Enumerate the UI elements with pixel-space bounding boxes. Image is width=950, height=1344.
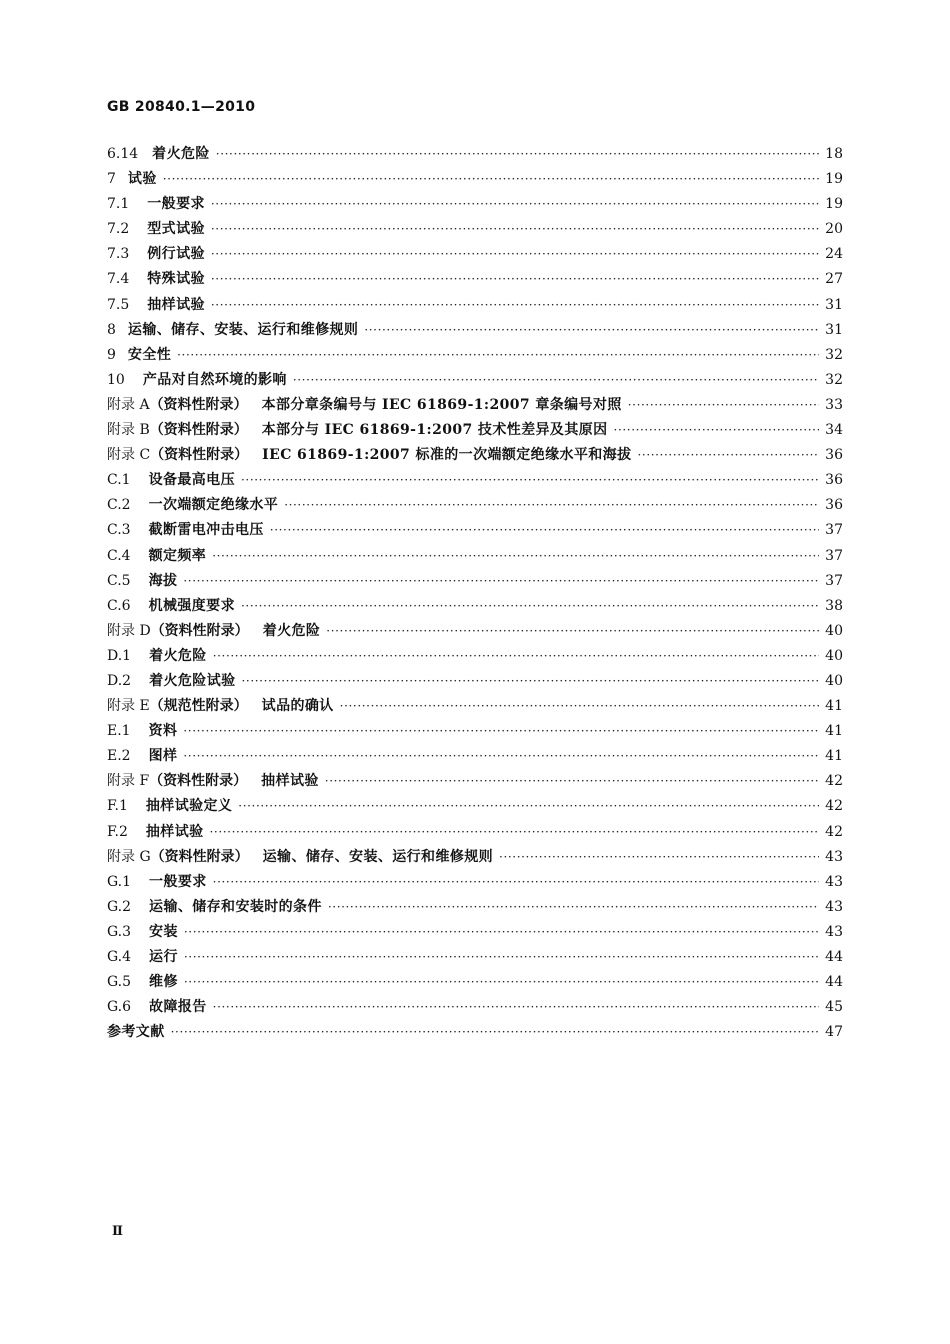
toc-entry-number: 附录 B bbox=[107, 422, 150, 439]
toc-entry-page: 43 bbox=[825, 923, 843, 940]
toc-entry[interactable] bbox=[107, 493, 843, 518]
toc-entry-title: 资料 bbox=[148, 723, 178, 740]
toc-entry-title: 试品的确认 bbox=[261, 698, 334, 715]
toc-entry-page: 31 bbox=[825, 296, 843, 313]
toc-entry-number: 9 bbox=[107, 346, 116, 363]
toc-entry-number: G.3 bbox=[107, 923, 132, 940]
toc-entry-number: D.1 bbox=[107, 647, 132, 664]
toc-entry-number: C.5 bbox=[107, 572, 131, 589]
toc-entry[interactable] bbox=[107, 895, 843, 920]
toc-entry[interactable] bbox=[107, 769, 843, 794]
toc-entry-number: 7 bbox=[107, 171, 116, 188]
toc-entry-page: 43 bbox=[825, 848, 843, 865]
toc-dot-leader bbox=[211, 192, 819, 217]
toc-entry[interactable] bbox=[107, 393, 843, 418]
toc-entry-page: 27 bbox=[825, 271, 843, 288]
toc-entry[interactable] bbox=[107, 569, 843, 594]
toc-entry-page: 18 bbox=[825, 146, 843, 162]
toc-dot-leader bbox=[364, 318, 819, 343]
toc-dot-leader bbox=[499, 845, 819, 870]
toc-entry-page: 40 bbox=[825, 622, 843, 639]
toc-dot-leader bbox=[184, 920, 819, 945]
toc-entry[interactable] bbox=[107, 1020, 843, 1045]
toc-entry-page: 34 bbox=[825, 422, 843, 439]
toc-entry-title: 设备最高电压 bbox=[148, 472, 235, 489]
toc-dot-leader bbox=[213, 644, 819, 669]
toc-entry-title: 特殊试验 bbox=[147, 271, 205, 288]
toc-entry-page: 42 bbox=[825, 823, 843, 840]
toc-entry-title: 抽样试验定义 bbox=[145, 798, 233, 815]
toc-entry-page: 19 bbox=[825, 171, 843, 188]
toc-annex-type: （规范性附录） bbox=[149, 698, 248, 715]
toc-dot-leader bbox=[163, 167, 819, 192]
toc-entry-page: 31 bbox=[825, 321, 843, 338]
toc-entry-number: 6.14 bbox=[107, 146, 139, 162]
toc-entry-title: 一次端额定绝缘水平 bbox=[148, 497, 279, 514]
toc-entry-number: 附录 E bbox=[107, 698, 150, 715]
toc-entry-title: 试验 bbox=[127, 171, 157, 188]
toc-entry-number: F.2 bbox=[107, 823, 128, 840]
toc-entry[interactable] bbox=[107, 418, 843, 443]
toc-entry-page: 42 bbox=[825, 773, 843, 790]
toc-entry-title: 着火危险 bbox=[152, 146, 210, 162]
toc-entry[interactable] bbox=[107, 518, 843, 543]
toc-dot-leader bbox=[241, 468, 819, 493]
toc-entry-title: IEC 61869-1:2007 标准的一次端额定绝缘水平和海拔 bbox=[262, 447, 632, 464]
toc-entry-title: 机械强度要求 bbox=[148, 597, 235, 614]
toc-dot-leader bbox=[183, 569, 819, 594]
toc-entry-page: 41 bbox=[825, 723, 843, 740]
toc-dot-leader bbox=[216, 142, 819, 167]
toc-entry-number: C.6 bbox=[107, 597, 131, 614]
toc-dot-leader bbox=[177, 343, 819, 368]
toc-entry[interactable] bbox=[107, 167, 843, 192]
toc-dot-leader bbox=[326, 619, 819, 644]
toc-dot-leader bbox=[284, 493, 819, 518]
toc-entry-number: C.1 bbox=[107, 472, 131, 489]
toc-entry[interactable] bbox=[107, 619, 843, 644]
toc-entry-page: 43 bbox=[825, 873, 843, 890]
toc-dot-leader bbox=[614, 418, 819, 443]
toc-entry-number: 附录 A bbox=[107, 396, 150, 413]
toc-annex-type: （资料性附录） bbox=[149, 396, 248, 413]
toc-entry-title: 抽样试验 bbox=[261, 773, 319, 790]
toc-entry-number: 7.4 bbox=[107, 271, 130, 288]
toc-entry-number: G.1 bbox=[107, 873, 132, 890]
toc-entry[interactable] bbox=[107, 368, 843, 393]
toc-entry-title: 维修 bbox=[149, 974, 178, 991]
toc-entry[interactable] bbox=[107, 744, 843, 769]
toc-entry-page: 45 bbox=[825, 999, 843, 1016]
toc-dot-leader bbox=[270, 518, 819, 543]
toc-entry-page: 19 bbox=[825, 196, 843, 213]
toc-entry-title: 一般要求 bbox=[147, 196, 205, 213]
toc-entry[interactable] bbox=[107, 217, 843, 242]
toc-dot-leader bbox=[211, 217, 819, 242]
toc-dot-leader bbox=[328, 895, 819, 920]
toc-entry-number: 8 bbox=[107, 321, 116, 338]
toc-entry-title: 参考文献 bbox=[107, 1024, 165, 1041]
toc-dot-leader bbox=[637, 443, 819, 468]
toc-entry[interactable] bbox=[107, 318, 843, 343]
toc-entry[interactable] bbox=[107, 945, 843, 970]
toc-dot-leader bbox=[242, 669, 820, 694]
toc-entry-title: 运输、储存和安装时的条件 bbox=[149, 898, 322, 915]
toc-annex-type: （资料性附录） bbox=[150, 622, 249, 639]
toc-entry[interactable] bbox=[107, 995, 843, 1020]
document-header-code: GB 20840.1—2010 bbox=[107, 99, 256, 115]
toc-dot-leader bbox=[325, 769, 819, 794]
toc-entry-page: 33 bbox=[825, 396, 843, 413]
toc-entry-page: 41 bbox=[825, 748, 843, 765]
toc-entry-number: 附录 D bbox=[107, 622, 151, 639]
toc-entry-title: 运输、储存、安装、运行和维修规则 bbox=[262, 848, 494, 865]
toc-entry[interactable] bbox=[107, 242, 843, 267]
toc-entry-page: 42 bbox=[825, 798, 843, 815]
page-number-footer: Ⅱ bbox=[112, 1224, 123, 1239]
toc-entry[interactable] bbox=[107, 267, 843, 292]
toc-entry-title: 图样 bbox=[148, 748, 178, 765]
toc-entry-title: 海拔 bbox=[148, 572, 178, 589]
toc-entry-title: 运行 bbox=[149, 949, 178, 965]
toc-entry-title: 本部分与 IEC 61869-1:2007 技术性差异及其原因 bbox=[261, 422, 608, 439]
toc-entry-page: 32 bbox=[825, 346, 843, 363]
toc-entry-number: F.1 bbox=[107, 798, 128, 815]
toc-entry[interactable] bbox=[107, 468, 843, 493]
toc-entry-page: 44 bbox=[825, 949, 843, 965]
toc-entry-number: 10 bbox=[107, 371, 125, 388]
toc-entry-title: 着火危险 bbox=[262, 622, 321, 639]
toc-entry[interactable] bbox=[107, 293, 843, 318]
toc-dot-leader bbox=[184, 970, 819, 995]
toc-dot-leader bbox=[183, 719, 819, 744]
toc-entry-page: 40 bbox=[825, 672, 843, 689]
toc-entry-page: 40 bbox=[825, 647, 843, 664]
toc-entry-number: D.2 bbox=[107, 672, 132, 689]
toc-entry[interactable] bbox=[107, 669, 843, 694]
toc-entry-number: E.2 bbox=[107, 748, 131, 765]
toc-entry-page: 37 bbox=[825, 522, 843, 539]
toc-entry-number: E.1 bbox=[107, 723, 131, 740]
toc-entry-number: 7.2 bbox=[107, 221, 130, 238]
toc-dot-leader bbox=[212, 544, 819, 569]
table-of-contents bbox=[107, 142, 843, 1045]
toc-entry-title: 例行试验 bbox=[147, 246, 205, 263]
toc-entry[interactable] bbox=[107, 644, 843, 669]
toc-entry-number: 7.3 bbox=[107, 246, 130, 263]
toc-entry[interactable] bbox=[107, 870, 843, 895]
toc-entry-page: 47 bbox=[825, 1024, 843, 1041]
toc-entry-title: 一般要求 bbox=[149, 873, 207, 890]
toc-entry-page: 43 bbox=[825, 898, 843, 915]
toc-dot-leader bbox=[213, 995, 819, 1020]
toc-dot-leader bbox=[211, 293, 819, 318]
toc-entry-page: 24 bbox=[825, 246, 843, 263]
toc-dot-leader bbox=[213, 870, 819, 895]
toc-annex-type: （资料性附录） bbox=[150, 848, 249, 865]
toc-annex-type: （资料性附录） bbox=[150, 447, 249, 464]
toc-entry-page: 44 bbox=[825, 974, 843, 991]
toc-dot-leader bbox=[210, 820, 820, 845]
toc-entry-title: 抽样试验 bbox=[145, 823, 204, 840]
toc-entry[interactable] bbox=[107, 142, 843, 167]
toc-dot-leader bbox=[241, 594, 819, 619]
toc-entry-title: 运输、储存、安装、运行和维修规则 bbox=[127, 321, 359, 338]
toc-entry[interactable] bbox=[107, 920, 843, 945]
toc-annex-type: （资料性附录） bbox=[149, 422, 248, 439]
toc-entry-number: C.3 bbox=[107, 522, 131, 539]
toc-entry-number: 7.1 bbox=[107, 196, 130, 213]
toc-dot-leader bbox=[340, 694, 819, 719]
toc-entry[interactable] bbox=[107, 719, 843, 744]
toc-entry-title: 截断雷电冲击电压 bbox=[148, 522, 264, 539]
toc-entry-title: 型式试验 bbox=[147, 221, 205, 238]
toc-entry-title: 抽样试验 bbox=[147, 296, 205, 313]
toc-entry-page: 41 bbox=[825, 698, 843, 715]
toc-entry-title: 额定频率 bbox=[148, 547, 207, 564]
toc-entry-title: 着火危险试验 bbox=[149, 672, 236, 689]
toc-entry[interactable] bbox=[107, 443, 843, 468]
toc-entry-title: 产品对自然环境的影响 bbox=[142, 371, 287, 388]
toc-dot-leader bbox=[211, 242, 819, 267]
toc-entry[interactable] bbox=[107, 694, 843, 719]
toc-dot-leader bbox=[183, 744, 819, 769]
toc-dot-leader bbox=[184, 945, 819, 970]
toc-annex-type: （资料性附录） bbox=[149, 773, 248, 790]
toc-dot-leader bbox=[238, 794, 819, 819]
toc-entry[interactable] bbox=[107, 544, 843, 569]
toc-entry-number: G.6 bbox=[107, 999, 132, 1016]
toc-entry-title: 本部分章条编号与 IEC 61869-1:2007 章条编号对照 bbox=[261, 396, 622, 413]
toc-entry[interactable] bbox=[107, 192, 843, 217]
toc-dot-leader bbox=[171, 1020, 819, 1045]
toc-dot-leader bbox=[628, 393, 819, 418]
toc-entry[interactable] bbox=[107, 845, 843, 870]
toc-entry[interactable] bbox=[107, 970, 843, 995]
toc-entry-title: 着火危险 bbox=[149, 647, 207, 664]
toc-entry[interactable] bbox=[107, 343, 843, 368]
toc-entry[interactable] bbox=[107, 594, 843, 619]
toc-entry-page: 38 bbox=[825, 597, 843, 614]
toc-entry-number: 附录 F bbox=[107, 773, 150, 790]
toc-entry-number: G.2 bbox=[107, 898, 132, 915]
toc-dot-leader bbox=[211, 267, 819, 292]
toc-entry-page: 36 bbox=[825, 497, 843, 514]
toc-entry-title: 安装 bbox=[149, 923, 178, 940]
toc-entry-page: 37 bbox=[825, 547, 843, 564]
toc-entry-number: C.4 bbox=[107, 547, 131, 564]
toc-entry-number: G.5 bbox=[107, 974, 132, 991]
toc-entry[interactable] bbox=[107, 820, 843, 845]
toc-dot-leader bbox=[293, 368, 819, 393]
toc-entry-number: 附录 C bbox=[107, 447, 151, 464]
toc-entry-number: C.2 bbox=[107, 497, 131, 514]
toc-entry-page: 32 bbox=[825, 371, 843, 388]
toc-entry-page: 37 bbox=[825, 572, 843, 589]
toc-entry-number: 附录 G bbox=[107, 848, 151, 865]
toc-entry[interactable] bbox=[107, 794, 843, 819]
toc-entry-number: G.4 bbox=[107, 949, 132, 965]
toc-entry-page: 20 bbox=[825, 221, 843, 238]
toc-entry-number: 7.5 bbox=[107, 296, 130, 313]
toc-entry-title: 安全性 bbox=[127, 346, 172, 363]
toc-entry-title: 故障报告 bbox=[149, 999, 207, 1016]
toc-entry-page: 36 bbox=[825, 447, 843, 464]
toc-entry-page: 36 bbox=[825, 472, 843, 489]
